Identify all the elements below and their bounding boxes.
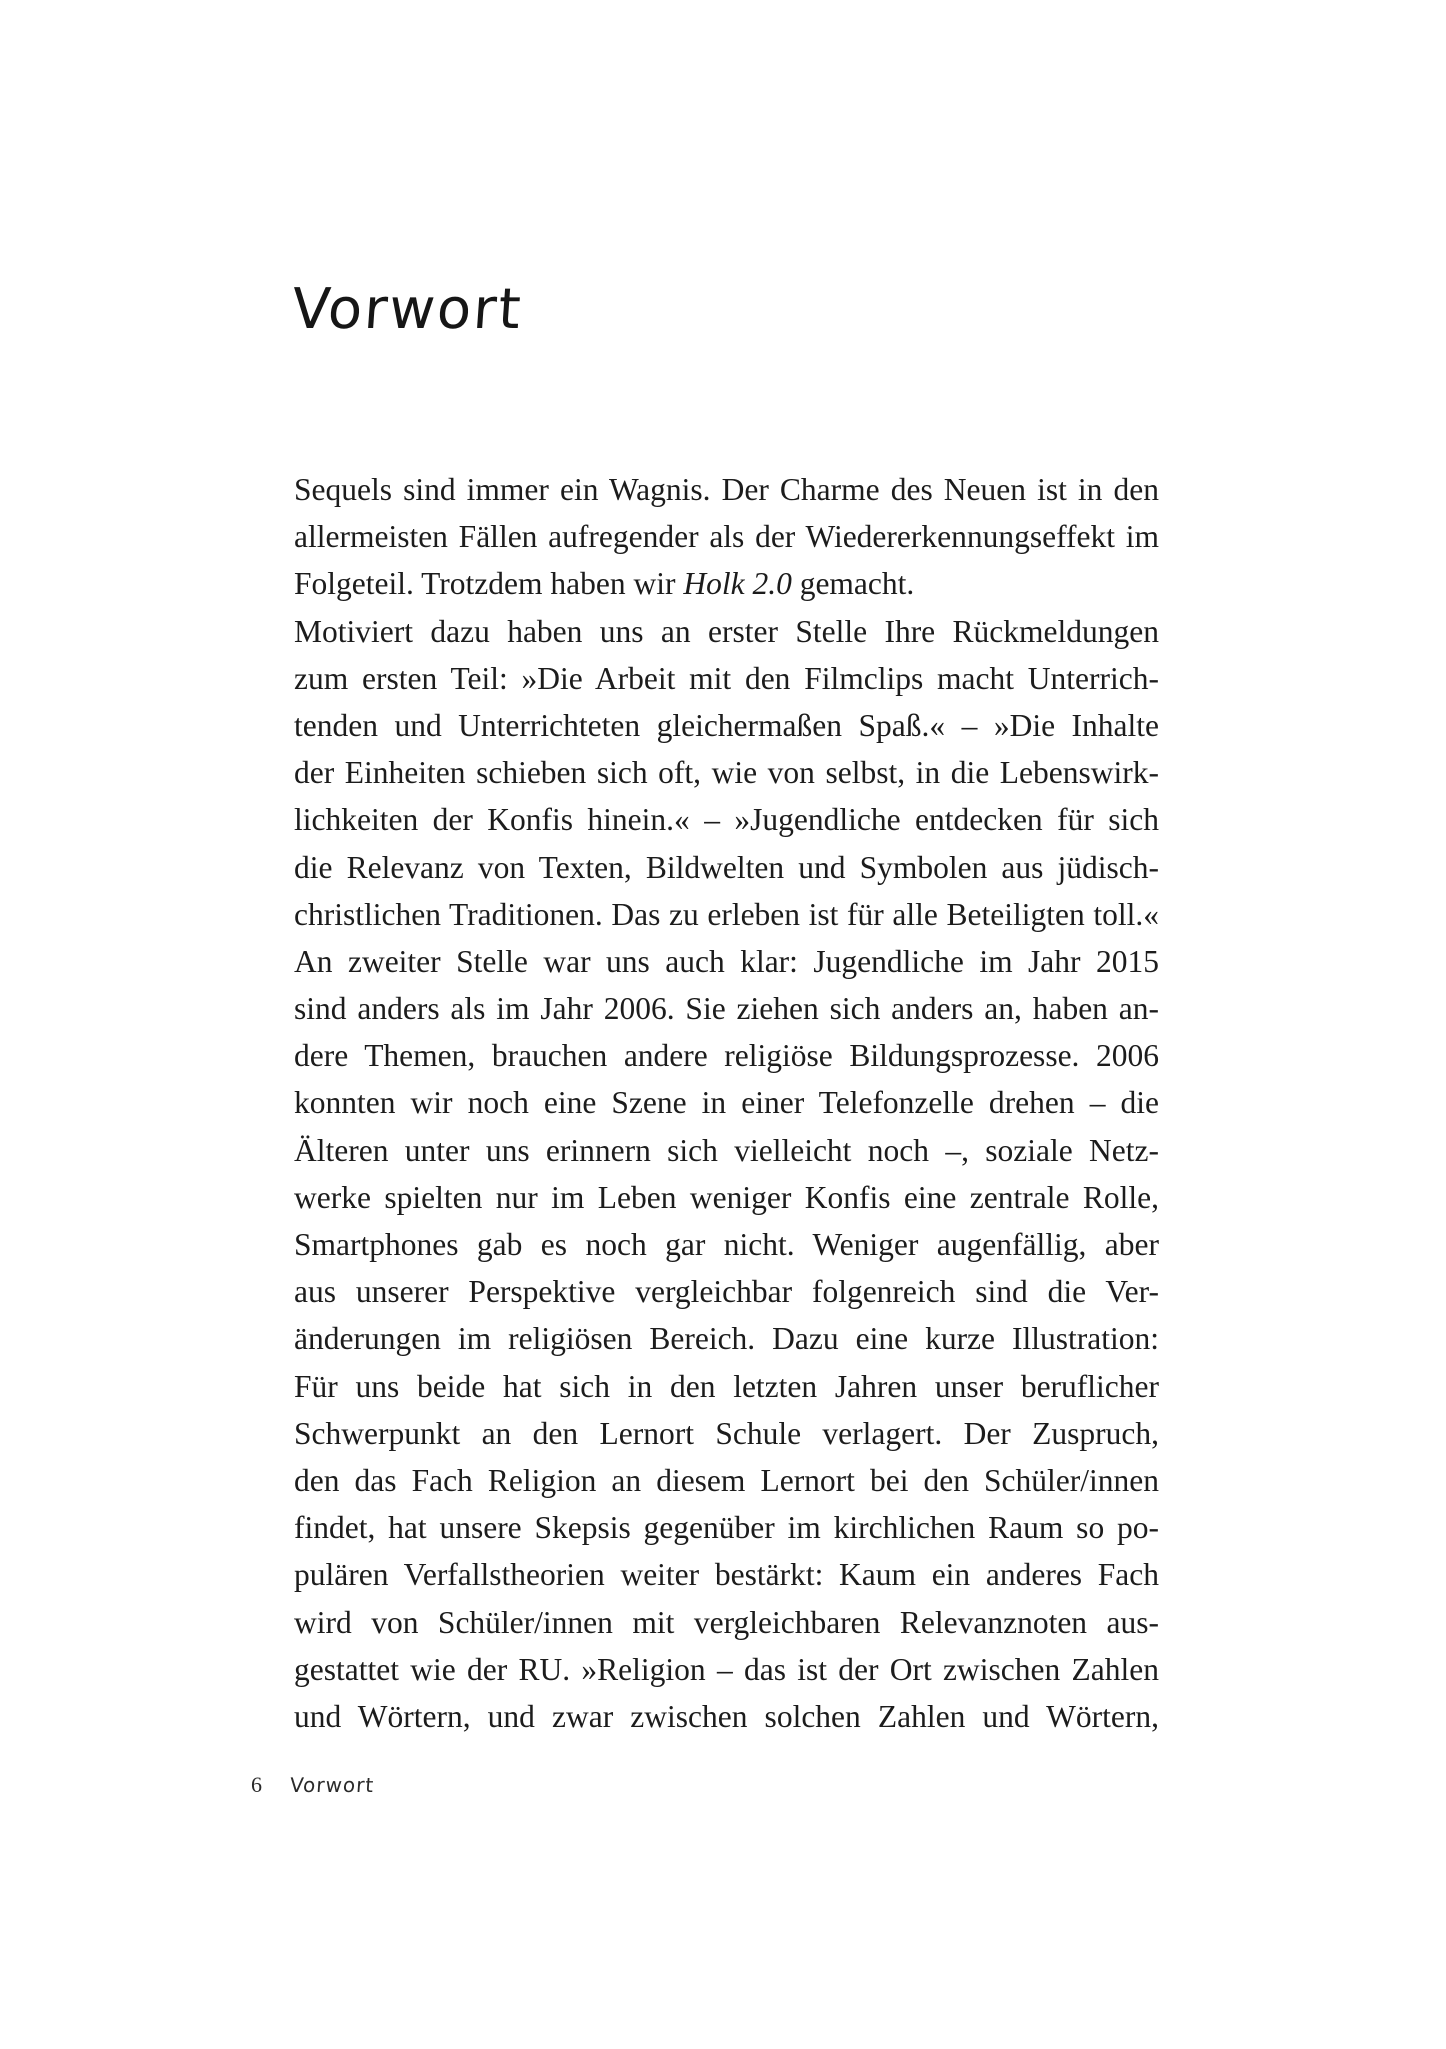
book-title: Holk 2.0	[683, 566, 792, 602]
text-line: An zweiter Stelle war uns auch klar: Jugendliche im Jahr 2015	[294, 943, 1159, 979]
text-line: sind anders als im Jahr 2006. Sie ziehen sich anders an, haben an-	[294, 991, 1159, 1027]
text-line	[294, 560, 1159, 607]
text-line: konnten wir noch eine Szene in einer Telefonzelle drehen – die	[294, 1085, 1159, 1121]
text-line: gestattet wie der RU. »Religion – das ist der Ort zwischen Zahlen	[294, 1651, 1159, 1687]
page-title: Vorwort	[289, 277, 525, 342]
page-footer	[251, 1774, 374, 1796]
page-number: 6	[251, 1772, 262, 1797]
text-line: werke spielten nur im Leben weniger Konfis eine zentrale Rolle,	[294, 1179, 1159, 1215]
text-line-end: gemacht.	[791, 566, 915, 602]
text-line: allermeisten Fällen aufregender als der Wiedererkennungseffekt im	[294, 519, 1159, 555]
text-line: aus unserer Perspektive vergleichbar folgenreich sind die Ver-	[294, 1274, 1159, 1310]
text-line: Sequels sind immer ein Wagnis. Der Charme des Neuen ist in den	[294, 472, 1159, 507]
running-head: Vorwort	[288, 1773, 375, 1797]
body-text	[294, 466, 1159, 1740]
text-line: die Relevanz von Texten, Bildwelten und Symbolen aus jüdisch-	[294, 849, 1159, 885]
text-line: tenden und Unterrichteten gleichermaßen Spaß.« – »Die Inhalte	[294, 707, 1159, 743]
text-line: änderungen im religiösen Bereich. Dazu eine kurze Illustration:	[294, 1321, 1159, 1357]
text-line: wird von Schüler/innen mit vergleichbaren Relevanznoten aus-	[294, 1604, 1159, 1640]
text-line: dere Themen, brauchen andere religiöse Bildungsprozesse. 2006	[294, 1038, 1159, 1074]
text-line: und Wörtern, und zwar zwischen solchen Zahlen und Wörtern,	[294, 1698, 1159, 1734]
text-line: Schwerpunkt an den Lernort Schule verlagert. Der Zuspruch,	[294, 1415, 1159, 1451]
text-line: Älteren unter uns erinnern sich vielleicht noch –, soziale Netz-	[294, 1132, 1159, 1168]
text-line: den das Fach Religion an diesem Lernort bei den Schüler/innen	[294, 1462, 1159, 1498]
text-line: Motiviert dazu haben uns an erster Stelle Ihre Rückmeldungen	[294, 613, 1159, 649]
text-line: Smartphones gab es noch gar nicht. Weniger augenfällig, aber	[294, 1227, 1159, 1262]
text-line: pulären Verfallstheorien weiter bestärkt: Kaum ein anderes Fach	[294, 1557, 1159, 1593]
text-line: christlichen Traditionen. Das zu erleben ist für alle Beteiligten toll.«	[294, 896, 1159, 932]
text-line: der Einheiten schieben sich oft, wie von selbst, in die Lebenswirk-	[294, 755, 1159, 791]
text-line: zum ersten Teil: »Die Arbeit mit den Filmclips macht Unterrich-	[294, 660, 1159, 696]
text-line: Für uns beide hat sich in den letzten Jahren unser beruflicher	[294, 1368, 1159, 1404]
text-line: lichkeiten der Konfis hinein.« – »Jugendliche entdecken für sich	[294, 802, 1159, 838]
text-line-start: Folgeteil. Trotzdem haben wir	[294, 566, 684, 602]
text-line: findet, hat unsere Skepsis gegenüber im kirchlichen Raum so po-	[294, 1510, 1159, 1546]
